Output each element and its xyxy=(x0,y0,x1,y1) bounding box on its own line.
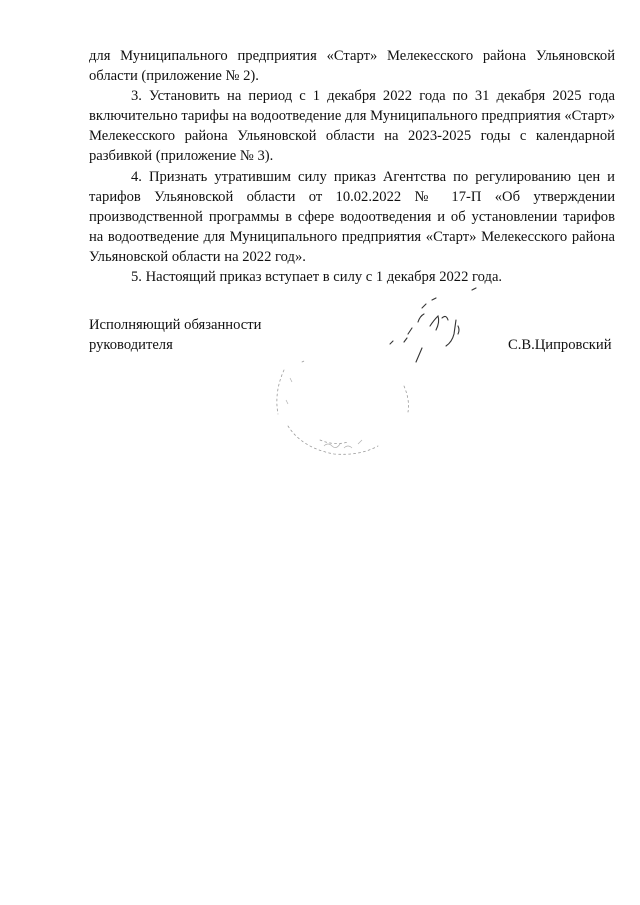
faded-seal-stamp xyxy=(262,356,422,464)
paragraph-item-4: 4. Признать утратившим силу приказ Агентства по регулированию цен и тарифов Ульяновской области от 10.02.2022 № 17-П «Об утверждении производственной программы в сфере водоотведения и об установлении тарифов на водоотведение для Муниципального предприятия «Старт» Мелекесского района Ульяновской области на 2022 год». xyxy=(89,168,615,265)
signatory-title-line-1: Исполняющий обязанности xyxy=(89,317,262,333)
paragraph-continuation: для Муниципального предприятия «Старт» Мелекесского района Ульяновской области (приложение № 2). xyxy=(89,48,615,85)
signatory-name: С.В.Ципровский xyxy=(508,337,612,353)
signatory-title xyxy=(89,315,261,355)
document-body xyxy=(89,46,615,287)
paragraph-item-3: 3. Установить на период с 1 декабря 2022 года по 31 декабря 2025 года включительно тарифы на водоотведение для Муниципального предприятия «Старт» Мелекесского района Ульяновской области на 2023-2025 годы с календарной разбивкой (приложение № 3). xyxy=(89,88,615,165)
signatory-title-line-2: руководителя xyxy=(89,337,173,353)
paragraph-item-5: 5. Настоящий приказ вступает в силу с 1 декабря 2022 года. xyxy=(131,269,503,286)
